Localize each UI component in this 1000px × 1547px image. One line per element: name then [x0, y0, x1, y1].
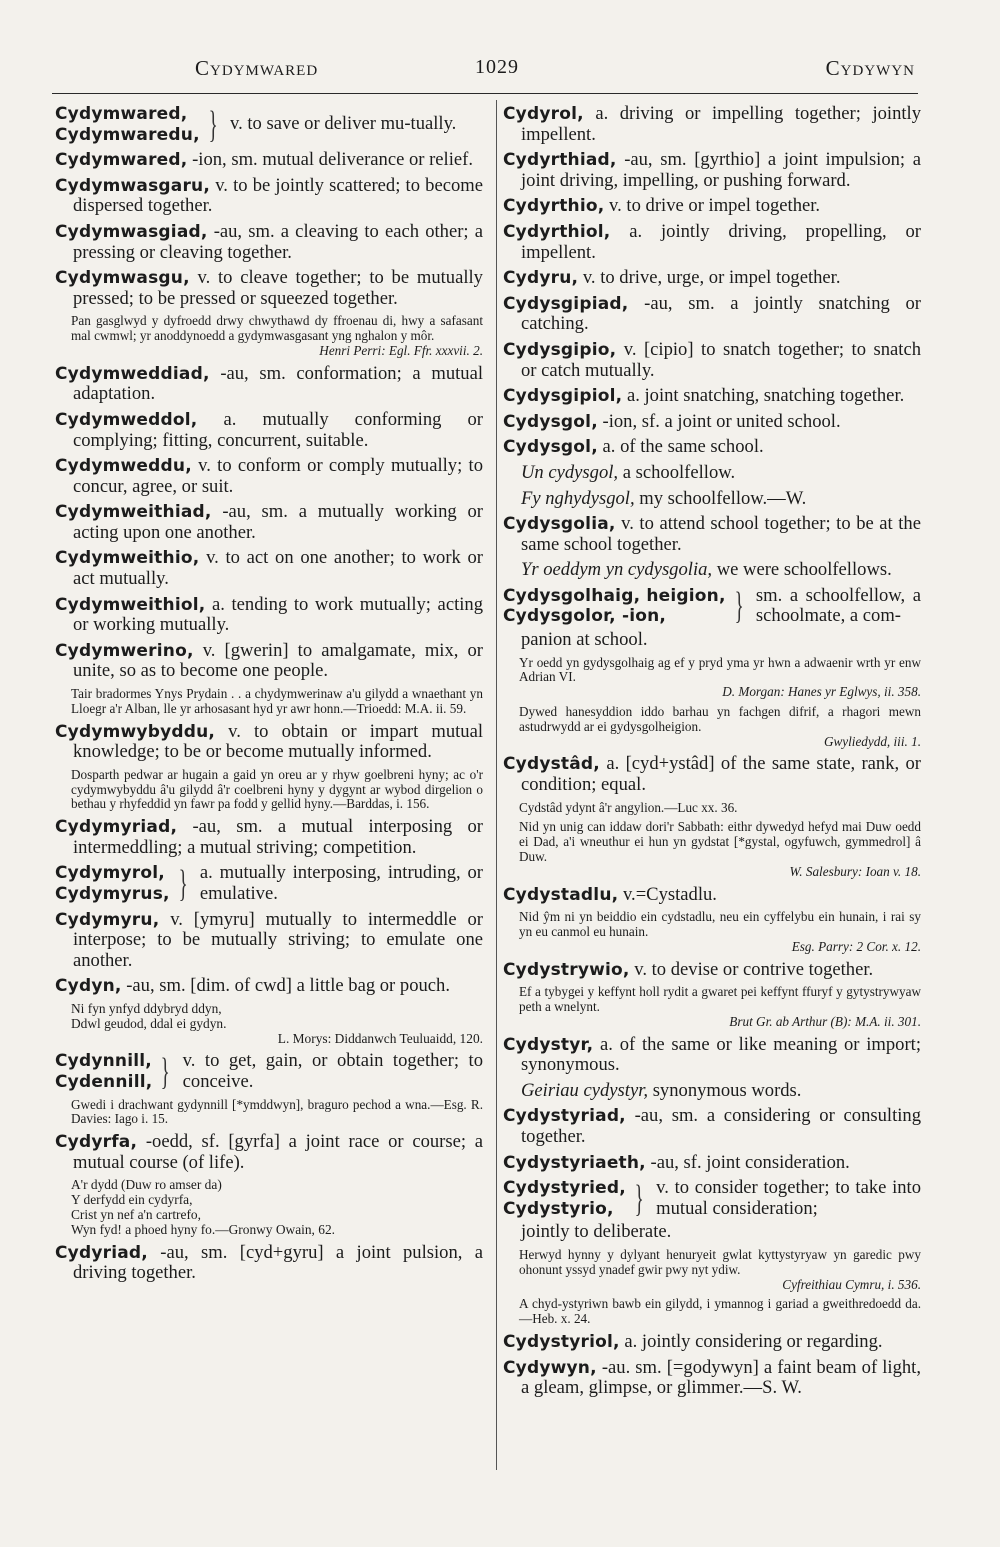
dictionary-entry	[55, 1132, 483, 1173]
entry-definition: a. joint snatching, snatching together.	[626, 385, 905, 407]
dictionary-entry	[503, 885, 921, 906]
verse-line: Ni fyn ynfyd ddybryd ddyn,	[71, 1000, 222, 1016]
dictionary-entry	[503, 196, 921, 217]
right-column	[503, 104, 921, 1404]
example-phrase: Geiriau cydystyr,	[521, 1079, 649, 1101]
entry-definition: -au, sm. conformation; a mutual adaptation.	[73, 362, 483, 405]
page-number: 1029	[475, 56, 519, 78]
paired-entry	[55, 1051, 483, 1092]
paired-entry	[503, 1178, 921, 1219]
entry-definition: v. to drive, urge, or impel together.	[582, 267, 841, 289]
entry-headword: Cydysgol,	[503, 437, 598, 458]
entry-headword: Cydymyrol,	[55, 863, 165, 884]
entry-headword: Cydysgol,	[503, 411, 598, 432]
entry-definition: v. [cipio] to snatch together; to snatch or catch mutually.	[521, 338, 921, 381]
entry-headword: Cydysgolia,	[503, 514, 616, 535]
paired-entry	[55, 104, 483, 145]
paired-headwords	[55, 863, 170, 904]
citation-quote	[503, 801, 921, 816]
entry-headword: Cydymwared,	[55, 104, 188, 124]
entry-headword: Cydymweithiol,	[55, 594, 206, 615]
entry-headword: Cydennill,	[55, 1071, 153, 1092]
brace-mark: }	[178, 863, 188, 905]
entry-headword: Cydystyried,	[503, 1178, 626, 1199]
entry-definition: -au, sm. [gyrthio] a joint impulsion; a joint driving, impelling, or pushing forward.	[521, 149, 921, 191]
entry-definition: v. to conform or comply mutually; to concur, agree, or suit.	[73, 455, 483, 497]
dictionary-entry	[55, 548, 483, 589]
entry-definition: a. tending to work mutually; acting or working mutually.	[73, 593, 483, 636]
usage-example	[521, 463, 921, 484]
dictionary-entry	[55, 502, 483, 543]
running-head-left: Cydymwared	[195, 56, 319, 80]
entry-definition: v.=Cystadlu.	[622, 883, 717, 905]
entry-headword: Cydymwared,	[55, 150, 188, 171]
paired-headwords	[55, 1051, 152, 1092]
verse-line: A'r dydd (Duw ro amser da)	[71, 1177, 222, 1193]
citation-quote	[503, 1297, 921, 1327]
entry-definition: a. mutually interposing, intruding, or emulative.	[199, 862, 483, 904]
brace-mark: }	[208, 103, 218, 146]
dictionary-entry	[503, 514, 921, 555]
entry-headword: Cydystyr,	[503, 1034, 594, 1055]
entry-definition: v. to cleave together; to be mutually pressed; to be pressed or squeezed together.	[73, 267, 483, 309]
entry-headword: Cydysgipiol,	[503, 386, 623, 407]
quote-source: Gwyliedydd, iii. 1.	[823, 733, 921, 749]
quote-source: Cyfreithiau Cymru, i. 536.	[782, 1276, 921, 1292]
verse-line: Crist yn nef a'n cartrefo,	[71, 1206, 201, 1222]
citation-quote	[503, 656, 921, 700]
dictionary-entry	[55, 976, 483, 997]
entry-headword: Cydystyriol,	[503, 1331, 620, 1352]
example-phrase: Un cydysgol,	[521, 461, 619, 483]
dictionary-entry	[55, 222, 483, 263]
entry-headword: Cydystrywio,	[503, 959, 630, 980]
entry-headword: Cydysgipio,	[503, 339, 617, 360]
column-divider	[496, 100, 497, 1470]
entry-definition: v. [gwerin] to amalgamate, mix, or unite, so as to become one people.	[73, 639, 483, 682]
usage-example	[521, 560, 921, 581]
example-gloss: we were schoolfellows.	[716, 559, 892, 581]
entry-definition: a. mutually conforming or complying; fitting, concurrent, suitable.	[73, 408, 483, 451]
quote-source: Henri Perri: Egl. Ffr. xxxvii. 2.	[319, 342, 483, 358]
entry-headword: Cydymweddiad,	[55, 363, 210, 384]
brace-mark: }	[734, 585, 744, 628]
entry-headword: Cydystadlu,	[503, 884, 619, 905]
entry-headword: Cydyrthiol,	[503, 221, 611, 242]
dictionary-entry	[503, 754, 921, 795]
header-rule	[52, 93, 918, 94]
quote-source: W. Salesbury: Ioan v. 18.	[789, 863, 921, 879]
dictionary-entry	[503, 1332, 921, 1353]
dictionary-entry	[55, 150, 483, 171]
left-column	[55, 104, 483, 1289]
entry-headword: Cydystyrio,	[503, 1198, 614, 1219]
example-phrase: Yr oeddym yn cydysgolia,	[521, 559, 713, 581]
entry-definition: v. to drive or impel together.	[609, 195, 821, 217]
dictionary-entry	[503, 294, 921, 335]
dictionary-entry	[503, 150, 921, 191]
verse-source: L. Morys: Diddanwch Teuluaidd, 120.	[277, 1030, 483, 1046]
dictionary-entry	[55, 1243, 483, 1284]
dictionary-entry	[503, 340, 921, 381]
entry-definition-continued: panion at school.	[521, 629, 648, 651]
dictionary-entry	[503, 437, 921, 458]
example-gloss: synonymous words.	[652, 1079, 802, 1101]
dictionary-entry	[55, 910, 483, 972]
entry-definition: v. to act on one another; to work or act mutually.	[73, 547, 483, 590]
citation-quote	[55, 314, 483, 358]
quote-text: Cydstâd ydynt â'r angylion.—Luc xx. 36.	[519, 799, 738, 815]
quote-text: Herwyd hynny y dylyant henuryeit gwlat kyttystyryaw yn garedic pwy ohonunt yssyd ynadef gwir pwy nyt ydiw.	[519, 1246, 921, 1277]
dictionary-entry	[55, 268, 483, 309]
dictionary-entry	[503, 1358, 921, 1399]
entry-headword: Cydymyrus,	[55, 884, 170, 904]
quote-source: Esg. Parry: 2 Cor. x. 12.	[791, 938, 921, 954]
citation-quote	[503, 910, 921, 954]
dictionary-entry	[55, 364, 483, 405]
dictionary-entry	[55, 817, 483, 858]
example-phrase: Fy nghydysgol,	[521, 487, 635, 509]
dictionary-entry	[55, 722, 483, 763]
entry-headword: Cydyru,	[503, 268, 579, 289]
dictionary-entry	[503, 222, 921, 263]
entry-definition: -au, sm. a jointly snatching or catching.	[521, 292, 921, 335]
entry-definition: v. to be jointly scattered; to become dispersed together.	[73, 174, 483, 217]
quote-text: Pan gasglwyd y dyfroedd drwy chwythawd dy ffroenau di, hwy a safasant mal cwmwl; yr anoddynoedd a gydymwasgasant yng nghalon y môr.	[71, 313, 483, 344]
quote-text: Dywed hanesyddion iddo barhau yn fachgen difrif, a rhagori mewn astudrwydd ar ei gydysgolheigion.	[519, 704, 921, 734]
dictionary-entry	[503, 1153, 921, 1174]
running-head-right: Cydywyn	[825, 56, 915, 80]
citation-quote	[55, 687, 483, 717]
entry-definition: -au, sm. a mutually working or acting upon one another.	[73, 501, 483, 543]
entry-definition: sm. a schoolfellow, a schoolmate, a com-	[755, 584, 921, 627]
entry-headword: Cydystyriad,	[503, 1106, 626, 1127]
quote-text: A chyd-ystyriwn bawb ein gilydd, i ymannog i gariad a gweithredoedd da.—Heb. x. 24.	[519, 1296, 921, 1327]
citation-quote	[55, 768, 483, 812]
quote-source: D. Morgan: Hanes yr Eglwys, ii. 358.	[722, 684, 921, 700]
dictionary-entry	[503, 104, 921, 145]
entry-definition: v. to attend school together; to be at the same school together.	[521, 513, 921, 555]
citation-quote	[503, 820, 921, 879]
running-head	[55, 50, 925, 84]
dictionary-entry	[55, 641, 483, 682]
entry-definition: a. of the same school.	[602, 436, 764, 458]
citation-quote	[503, 985, 921, 1029]
entry-definition: -au, sm. a cleaving to each other; a pressing or cleaving together.	[73, 220, 483, 263]
entry-headword: Cydymwasgaru,	[55, 175, 211, 196]
entry-headword: Cydymwasgu,	[55, 268, 190, 289]
brace-mark: }	[634, 1177, 644, 1220]
entry-headword: Cydynnill,	[55, 1051, 152, 1072]
dictionary-entry	[55, 176, 483, 217]
entry-definition: a. jointly considering or regarding.	[624, 1330, 883, 1352]
verse-line: Y derfydd ein cydyrfa,	[71, 1192, 193, 1208]
entry-definition: -au, sf. joint consideration.	[650, 1151, 850, 1173]
paired-entry	[55, 863, 483, 904]
verse-line: Wyn fyd! a phoed hyny fo.—Gronwy Owain, 62.	[71, 1221, 335, 1237]
quote-source: Brut Gr. ab Arthur (B): M.A. ii. 301.	[729, 1013, 921, 1029]
dictionary-entry	[55, 456, 483, 497]
entry-headword: Cydywyn,	[503, 1357, 597, 1378]
dictionary-entry	[55, 595, 483, 636]
dictionary-entry	[503, 1035, 921, 1076]
entry-definition-continued: jointly to deliberate.	[521, 1221, 672, 1243]
verse-line: Ddwl geudod, ddal ei gydyn.	[71, 1015, 227, 1031]
entry-headword: Cydymwaredu,	[55, 124, 200, 145]
paired-entry	[503, 586, 921, 627]
entry-headword: Cydystyriaeth,	[503, 1152, 646, 1173]
dictionary-entry	[503, 268, 921, 289]
dictionary-entry	[503, 1106, 921, 1147]
entry-headword: Cydymwerino,	[55, 640, 194, 661]
quote-text: Nid ŷm ni yn beiddio ein cydstadlu, neu ein cyffelybu ein hunain, i rai sy yn eu canmol eu hunain.	[519, 909, 921, 939]
citation-quote	[503, 1248, 921, 1292]
entry-definition: v. to obtain or impart mutual knowledge; to be or become mutually informed.	[73, 720, 483, 763]
entry-definition: -ion, sf. a joint or united school.	[602, 410, 841, 432]
example-gloss: my schoolfellow.—W.	[639, 487, 807, 509]
entry-definition: v. to devise or contrive together.	[634, 958, 874, 980]
entry-definition: -oedd, sf. [gyrfa] a joint race or course; a mutual course (of life).	[73, 1131, 483, 1173]
quote-text: Gwedi i drachwant gydynnill [*ymddwyn], braguro pechod a wna.—Esg. R. Davies: Iago i. 15.	[71, 1096, 483, 1127]
quote-text: Tair bradormes Ynys Prydain . . a chydymwerinaw a'u gilydd a wnaethant yn Lloegr a'r Alban, lle yr arhosasant hyd yr awr honn.—Trioedd: M.A. ii. 59.	[71, 686, 483, 716]
dictionary-entry	[503, 960, 921, 981]
citation-verse	[71, 1002, 483, 1046]
entry-headword: Cydymweddu,	[55, 456, 192, 477]
dictionary-entry	[503, 386, 921, 407]
entry-definition: -au, sm. [cyd+gyru] a joint pulsion, a driving together.	[73, 1241, 483, 1284]
entry-headword: Cydysgolor, -ion,	[503, 606, 667, 627]
usage-example	[521, 489, 921, 510]
entry-headword: Cydysgipiad,	[503, 293, 629, 314]
entry-headword: Cydyn,	[55, 976, 122, 997]
entry-headword: Cydyriad,	[55, 1242, 148, 1263]
quote-text: Ef a tybygei y keffynt holl rydit a gwaret pei keffynt ffuryf y gytystrywyaw peth a wnelynt.	[519, 984, 921, 1014]
entry-definition: -au, sm. a considering or consulting together.	[521, 1105, 921, 1147]
entry-headword: Cydystâd,	[503, 754, 600, 775]
usage-example	[521, 1081, 921, 1102]
quote-text: Yr oedd yn gydysgolhaig ag ef y pryd yma yr hwn a adwaenir wrth yr enw Adrian VI.	[519, 654, 921, 685]
entry-definition: v. to get, gain, or obtain together; to conceive.	[182, 1050, 483, 1092]
entry-definition: -au, sm. a mutual interposing or intermeddling; a mutual striving; competition.	[73, 816, 483, 858]
entry-definition: v. to save or deliver mu-tually.	[230, 113, 457, 135]
entry-headword: Cydyrthiad,	[503, 150, 617, 171]
brace-mark: }	[160, 1050, 171, 1093]
entry-headword: Cydymyru,	[55, 909, 160, 930]
entry-definition: v. to consider together; to take into mutual consideration;	[656, 1177, 921, 1219]
paired-headwords	[503, 1178, 626, 1219]
dictionary-entry	[55, 410, 483, 451]
quote-text: Nid yn unig can iddaw dori'r Sabbath: eithr dywedyd hefyd mai Duw oedd ei Dad, a'i wneuthur ei hun yn gydstat [*gystal, ogyfuwch, gymmedrol] â Duw.	[519, 819, 921, 865]
entry-headword: Cydymweithio,	[55, 548, 200, 569]
entry-headword: Cydyrfa,	[55, 1132, 138, 1153]
entry-headword: Cydymwybyddu,	[55, 721, 216, 742]
paired-headwords	[503, 586, 726, 627]
entry-definition: a. jointly driving, propelling, or impellent.	[521, 220, 921, 263]
entry-headword: Cydyrthio,	[503, 196, 605, 217]
citation-verse	[71, 1178, 483, 1237]
entry-definition: -au. sm. [=godywyn] a faint beam of light, a gleam, glimpse, or glimmer.—S. W.	[521, 1356, 921, 1399]
entry-definition: v. [ymyru] mutually to intermeddle or interpose; to be mutually striving; to emulate one another.	[73, 908, 483, 971]
entry-definition: a. of the same or like meaning or import; synonymous.	[521, 1033, 921, 1076]
entry-headword: Cydymweddol,	[55, 409, 198, 430]
quote-text: Dosparth pedwar ar hugain a gaid yn oreu ar y rhyw goelbreni hyny; ac o'r cydymwybyddu â'u gilydd â'r coelbreni hyny y dygynt ar wybod dirgelion o bethau y rhyfeddid yn fawr pa fodd y gellid hyny.—Barddas, i. 156.	[71, 766, 483, 812]
example-gloss: a schoolfellow.	[622, 461, 736, 483]
entry-headword: Cydymweithiad,	[55, 502, 212, 523]
entry-headword: Cydymyriad,	[55, 817, 178, 838]
paired-headwords	[55, 104, 200, 145]
entry-definition: -ion, sm. mutual deliverance or relief.	[192, 149, 473, 171]
entry-definition: a. [cyd+ystâd] of the same state, rank, or condition; equal.	[521, 753, 921, 796]
dictionary-entry	[503, 412, 921, 433]
citation-quote	[503, 705, 921, 749]
entry-headword: Cydymwasgiad,	[55, 221, 208, 242]
entry-headword: Cydyrol,	[503, 104, 584, 124]
entry-definition: a. driving or impelling together; jointly impellent.	[521, 103, 921, 145]
citation-quote	[55, 1098, 483, 1128]
entry-headword: Cydysgolhaig, heigion,	[503, 585, 726, 606]
entry-definition: -au, sm. [dim. of cwd] a little bag or pouch.	[126, 975, 450, 997]
